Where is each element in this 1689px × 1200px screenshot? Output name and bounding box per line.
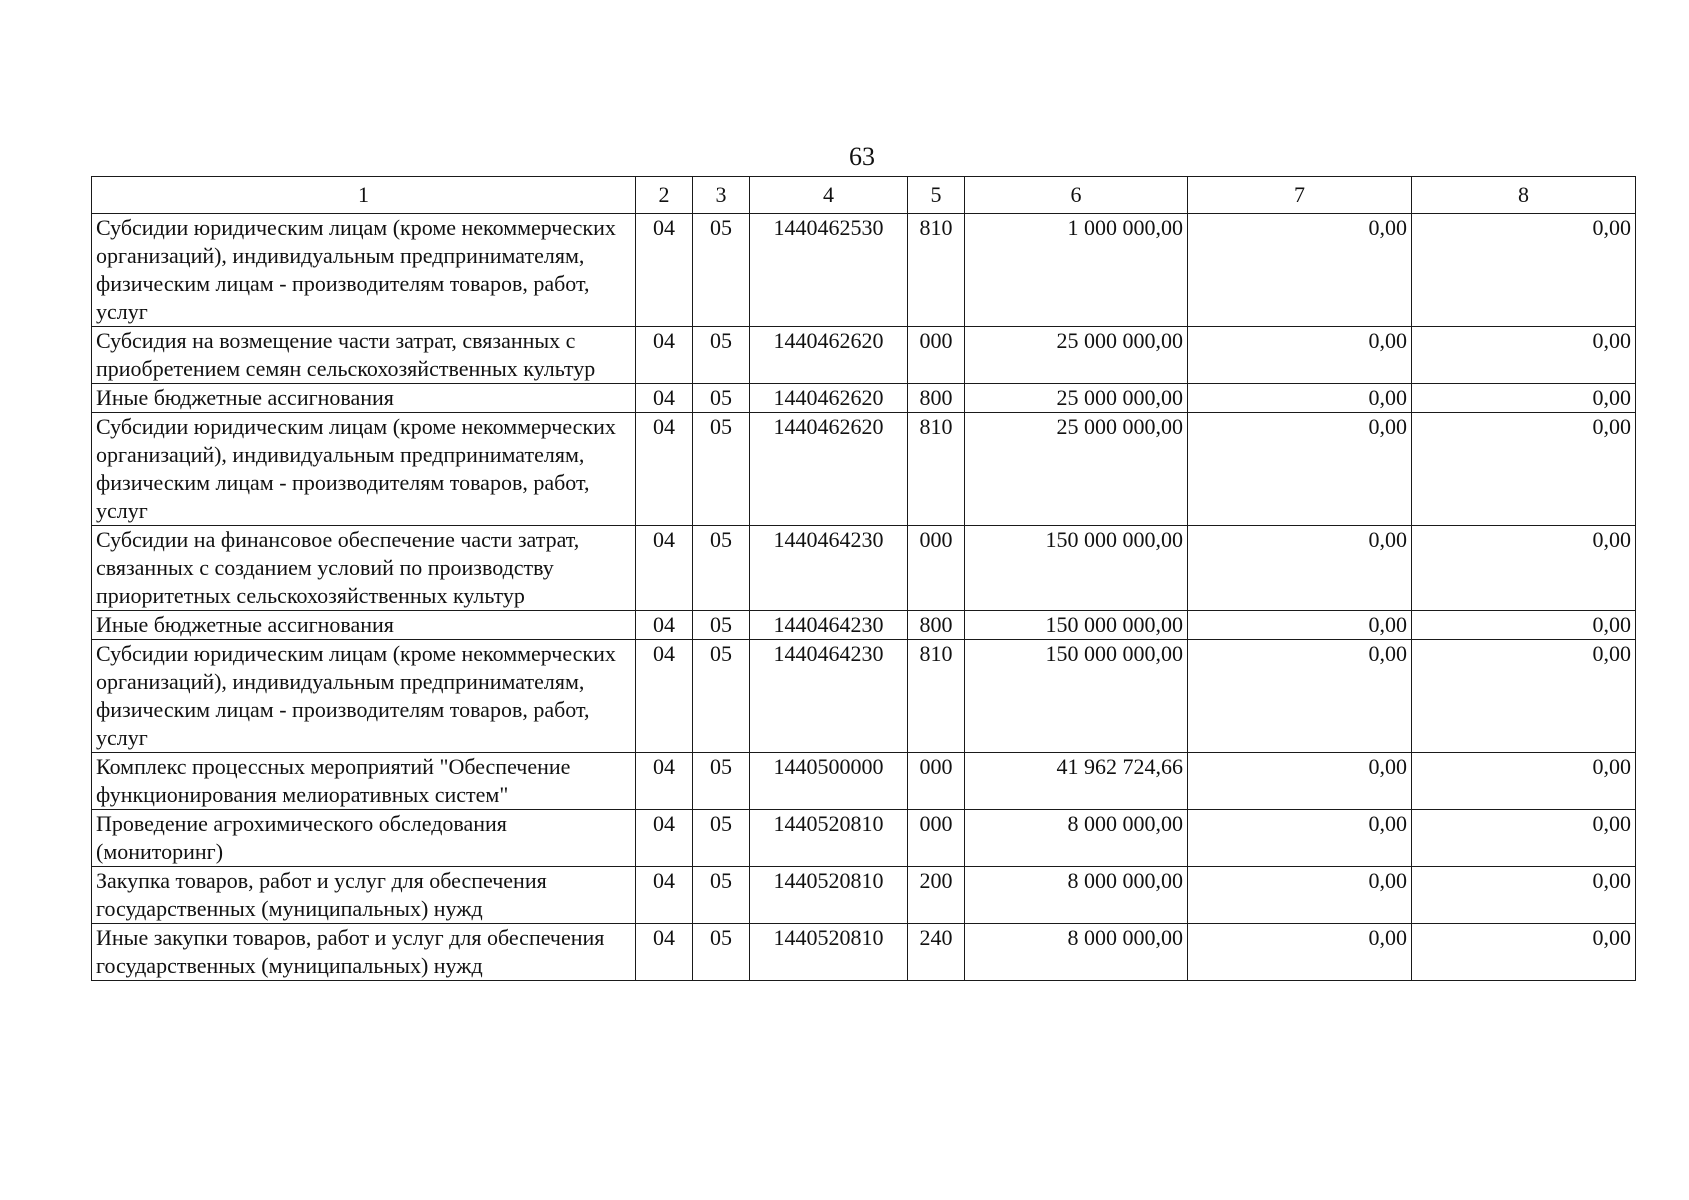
row-code-2: 04 — [636, 640, 693, 753]
row-code-5: 810 — [908, 640, 965, 753]
row-amount-8: 0,00 — [1412, 810, 1636, 867]
table-row — [92, 384, 1636, 413]
row-amount-8: 0,00 — [1412, 526, 1636, 611]
row-code-5: 240 — [908, 924, 965, 981]
row-code-3: 05 — [693, 810, 750, 867]
row-amount-7: 0,00 — [1188, 526, 1412, 611]
header-cell: 3 — [693, 177, 750, 214]
row-name: Иные бюджетные ассигнования — [92, 384, 636, 413]
row-name: Субсидии юридическим лицам (кроме некоммерческих организаций), индивидуальным предпринимателям, физическим лицам - производителям товаров, работ, услуг — [92, 413, 636, 526]
row-amount-6: 8 000 000,00 — [965, 867, 1188, 924]
header-row — [92, 177, 1636, 214]
table-row — [92, 413, 1636, 526]
row-name: Проведение агрохимического обследования (мониторинг) — [92, 810, 636, 867]
table-row — [92, 753, 1636, 810]
row-code-3: 05 — [693, 413, 750, 526]
row-amount-8: 0,00 — [1412, 327, 1636, 384]
header-cell: 8 — [1412, 177, 1636, 214]
row-amount-7: 0,00 — [1188, 924, 1412, 981]
table-row — [92, 214, 1636, 327]
table-row — [92, 640, 1636, 753]
row-amount-6: 150 000 000,00 — [965, 611, 1188, 640]
row-amount-7: 0,00 — [1188, 810, 1412, 867]
row-name: Субсидии юридическим лицам (кроме некоммерческих организаций), индивидуальным предпринимателям, физическим лицам - производителям товаров, работ, услуг — [92, 640, 636, 753]
row-code-4: 1440464230 — [750, 526, 908, 611]
row-code-4: 1440464230 — [750, 611, 908, 640]
header-cell: 2 — [636, 177, 693, 214]
row-code-2: 04 — [636, 924, 693, 981]
row-amount-7: 0,00 — [1188, 611, 1412, 640]
row-code-3: 05 — [693, 526, 750, 611]
row-amount-6: 8 000 000,00 — [965, 924, 1188, 981]
table-row — [92, 327, 1636, 384]
row-code-2: 04 — [636, 526, 693, 611]
row-amount-6: 25 000 000,00 — [965, 384, 1188, 413]
row-amount-8: 0,00 — [1412, 384, 1636, 413]
row-amount-8: 0,00 — [1412, 867, 1636, 924]
row-amount-8: 0,00 — [1412, 214, 1636, 327]
row-name: Иные закупки товаров, работ и услуг для обеспечения государственных (муниципальных) нужд — [92, 924, 636, 981]
row-code-3: 05 — [693, 924, 750, 981]
row-code-3: 05 — [693, 327, 750, 384]
row-code-4: 1440520810 — [750, 924, 908, 981]
row-code-5: 810 — [908, 413, 965, 526]
row-code-2: 04 — [636, 810, 693, 867]
row-code-2: 04 — [636, 384, 693, 413]
row-code-2: 04 — [636, 867, 693, 924]
row-code-3: 05 — [693, 867, 750, 924]
table-row — [92, 924, 1636, 981]
row-code-3: 05 — [693, 384, 750, 413]
row-amount-6: 25 000 000,00 — [965, 413, 1188, 526]
row-code-5: 000 — [908, 810, 965, 867]
row-amount-7: 0,00 — [1188, 327, 1412, 384]
row-name: Субсидии юридическим лицам (кроме некоммерческих организаций), индивидуальным предпринимателям, физическим лицам - производителям товаров, работ, услуг — [92, 214, 636, 327]
row-code-2: 04 — [636, 214, 693, 327]
row-code-4: 1440464230 — [750, 640, 908, 753]
row-code-4: 1440500000 — [750, 753, 908, 810]
row-amount-7: 0,00 — [1188, 214, 1412, 327]
header-cell: 5 — [908, 177, 965, 214]
row-code-5: 000 — [908, 327, 965, 384]
row-code-2: 04 — [636, 413, 693, 526]
header-cell: 7 — [1188, 177, 1412, 214]
row-code-4: 1440462530 — [750, 214, 908, 327]
row-amount-7: 0,00 — [1188, 867, 1412, 924]
row-amount-7: 0,00 — [1188, 753, 1412, 810]
row-amount-7: 0,00 — [1188, 384, 1412, 413]
row-name: Закупка товаров, работ и услуг для обеспечения государственных (муниципальных) нужд — [92, 867, 636, 924]
row-code-3: 05 — [693, 753, 750, 810]
header-cell: 6 — [965, 177, 1188, 214]
table-row — [92, 867, 1636, 924]
row-amount-8: 0,00 — [1412, 611, 1636, 640]
row-amount-7: 0,00 — [1188, 413, 1412, 526]
row-amount-6: 150 000 000,00 — [965, 526, 1188, 611]
row-code-3: 05 — [693, 611, 750, 640]
row-name: Субсидия на возмещение части затрат, связанных с приобретением семян сельскохозяйственных культур — [92, 327, 636, 384]
row-code-5: 000 — [908, 753, 965, 810]
table-row — [92, 526, 1636, 611]
row-amount-7: 0,00 — [1188, 640, 1412, 753]
row-amount-8: 0,00 — [1412, 413, 1636, 526]
row-code-4: 1440462620 — [750, 413, 908, 526]
row-code-5: 000 — [908, 526, 965, 611]
budget-table — [91, 176, 1636, 981]
row-code-5: 800 — [908, 384, 965, 413]
row-code-4: 1440520810 — [750, 810, 908, 867]
row-name: Субсидии на финансовое обеспечение части затрат, связанных с созданием условий по производству приоритетных сельскохозяйственных культур — [92, 526, 636, 611]
row-code-4: 1440462620 — [750, 327, 908, 384]
row-code-2: 04 — [636, 327, 693, 384]
row-code-5: 200 — [908, 867, 965, 924]
row-amount-6: 41 962 724,66 — [965, 753, 1188, 810]
header-cell: 1 — [92, 177, 636, 214]
table-row — [92, 611, 1636, 640]
row-code-4: 1440462620 — [750, 384, 908, 413]
row-amount-8: 0,00 — [1412, 640, 1636, 753]
row-amount-6: 150 000 000,00 — [965, 640, 1188, 753]
row-name: Комплекс процессных мероприятий "Обеспечение функционирования мелиоративных систем" — [92, 753, 636, 810]
page-number: 63 — [849, 142, 875, 171]
row-code-2: 04 — [636, 753, 693, 810]
table-row — [92, 810, 1636, 867]
row-code-4: 1440520810 — [750, 867, 908, 924]
row-code-5: 810 — [908, 214, 965, 327]
row-amount-8: 0,00 — [1412, 753, 1636, 810]
row-name: Иные бюджетные ассигнования — [92, 611, 636, 640]
row-code-3: 05 — [693, 214, 750, 327]
row-code-2: 04 — [636, 611, 693, 640]
row-code-5: 800 — [908, 611, 965, 640]
row-amount-6: 25 000 000,00 — [965, 327, 1188, 384]
row-amount-6: 8 000 000,00 — [965, 810, 1188, 867]
header-cell: 4 — [750, 177, 908, 214]
row-amount-8: 0,00 — [1412, 924, 1636, 981]
row-amount-6: 1 000 000,00 — [965, 214, 1188, 327]
row-code-3: 05 — [693, 640, 750, 753]
